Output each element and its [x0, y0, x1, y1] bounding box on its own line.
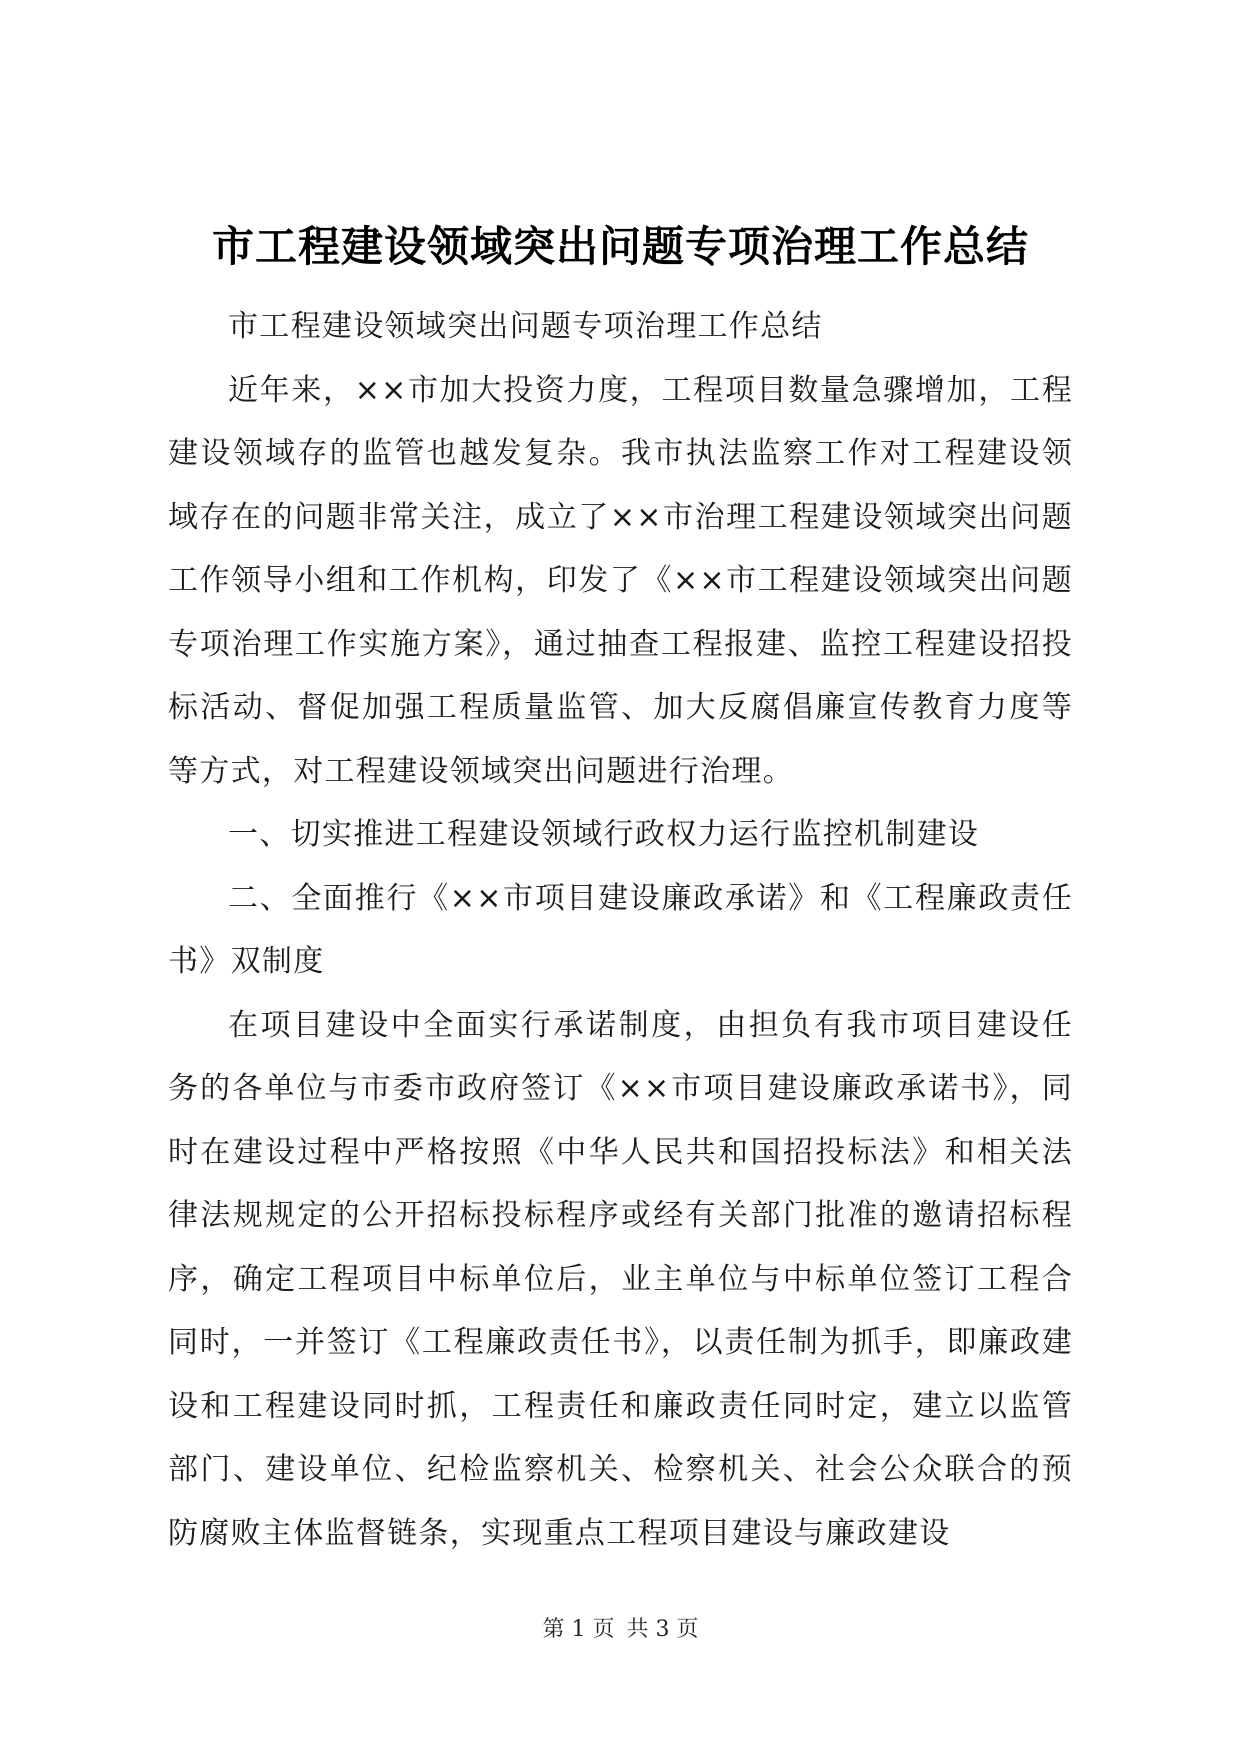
- document-title: 市工程建设领域突出问题专项治理工作总结: [211, 222, 1029, 271]
- page-footer: [0, 1612, 1241, 1643]
- section-heading-2: 二、全面推行《××市项目建设廉政承诺》和《工程廉政责任书》双制度: [168, 880, 1073, 979]
- subtitle-paragraph: 市工程建设领域突出问题专项治理工作总结: [228, 309, 823, 344]
- page-total: 共 3 页: [626, 1617, 699, 1642]
- page-number: 第 1 页: [542, 1617, 615, 1642]
- section-heading-1: 一、切实推进工程建设领域行政权力运行监控机制建设: [228, 817, 980, 852]
- intro-paragraph: 近年来，××市加大投资力度，工程项目数量急骤增加，工程建设领域存的监管也越发复杂。我市执法监察工作对工程建设领域存在的问题非常关注，成立了××市治理工程建设领域突出问题工作领导小组和工作机构，印发了《××市工程建设领域突出问题专项治理工作实施方案》，通过抽查工程报建、监控工程建设招投标活动、督促加强工程质量监管、加大反腐倡廉宣传教育力度等等方式，对工程建设领域突出问题进行治理。: [168, 372, 1073, 789]
- document-body: [168, 295, 1073, 1565]
- body-paragraph: 在项目建设中全面实行承诺制度，由担负有我市项目建设任务的各单位与市委市政府签订《××市项目建设廉政承诺书》，同时在建设过程中严格按照《中华人民共和国招投标法》和相关法律法规规定的公开招标投标程序或经有关部门批准的邀请招标程序，确定工程项目中标单位后，业主单位与中标单位签订工程合同时，一并签订《工程廉政责任书》，以责任制为抓手，即廉政建设和工程建设同时抓，工程责任和廉政责任同时定，建立以监管部门、建设单位、纪检监察机关、检察机关、社会公众联合的预防腐败主体监督链条，实现重点工程项目建设与廉政建设: [168, 1007, 1073, 1551]
